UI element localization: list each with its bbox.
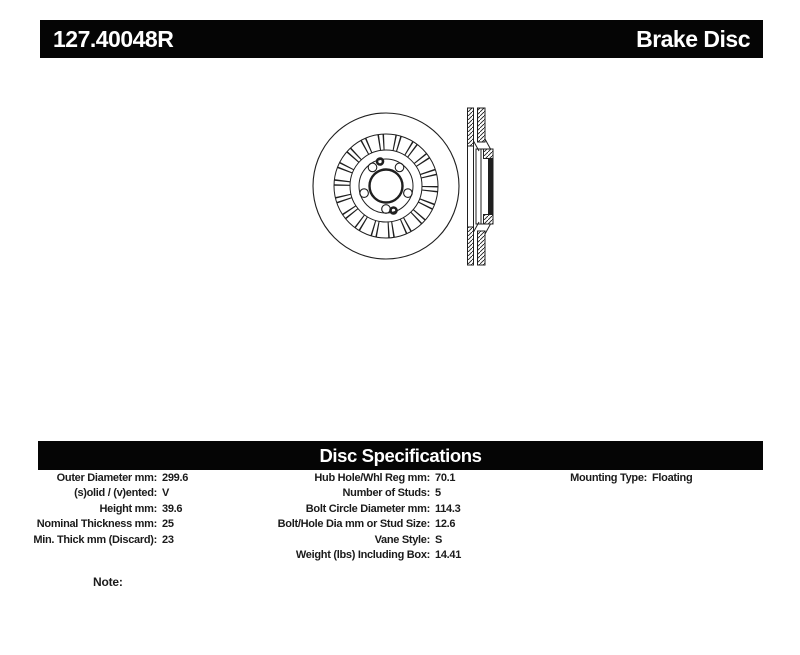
- spec-label: Bolt/Hole Dia mm or Stud Size:: [277, 518, 430, 531]
- spec-value: 23: [162, 533, 174, 546]
- alignment-hole: [391, 208, 397, 214]
- spec-value: 14.41: [435, 549, 462, 562]
- spec-value: V: [162, 487, 170, 500]
- stud-hole: [395, 163, 404, 172]
- spec-label: Number of Studs:: [342, 487, 430, 500]
- spec-label: Nominal Thickness mm:: [36, 518, 157, 531]
- note-label: Note:: [93, 575, 123, 589]
- part-number: 127.40048R: [53, 25, 174, 52]
- section-title-bar: [38, 441, 763, 470]
- spec-value: 5: [435, 487, 441, 500]
- spec-value: 114.3: [435, 502, 461, 515]
- header-bar: [40, 20, 763, 58]
- spec-value: S: [435, 533, 443, 546]
- spec-label: Vane Style:: [374, 533, 430, 546]
- stud-hole: [360, 189, 369, 198]
- spec-value: 70.1: [435, 472, 456, 484]
- spec-value: 12.6: [435, 518, 456, 531]
- spec-label: Mounting Type:: [570, 472, 647, 484]
- spec-value: 299.6: [162, 472, 189, 484]
- vane-ring-inner-circle: [350, 150, 422, 222]
- stud-hole: [368, 163, 377, 172]
- stud-hole: [382, 205, 391, 214]
- spec-labels-middle: [278, 471, 430, 563]
- product-type-title: Brake Disc: [636, 25, 750, 52]
- spec-labels-left: [33, 471, 157, 548]
- spec-value: 39.6: [162, 502, 183, 515]
- spec-label: Min. Thick mm (Discard):: [33, 533, 157, 546]
- spec-label: (s)olid / (v)ented:: [74, 487, 157, 500]
- vane-slots-ring: [342, 142, 430, 230]
- hub-hole-circle: [370, 170, 403, 203]
- spec-label: Bolt Circle Diameter mm:: [305, 502, 430, 515]
- stud-hole: [404, 189, 413, 198]
- section-title: Disc Specifications: [319, 444, 482, 466]
- spec-labels-right: [570, 471, 647, 486]
- spec-values-right: [652, 471, 692, 486]
- brake-disc-front-view: [313, 113, 459, 259]
- spec-label: Outer Diameter mm:: [56, 472, 157, 484]
- spec-value: 25: [162, 518, 174, 531]
- spec-values-left: [162, 471, 188, 548]
- spec-values-middle: [435, 471, 461, 563]
- brake-disc-diagram: [270, 90, 530, 280]
- brake-disc-cross-section: [468, 108, 494, 265]
- spec-label: Hub Hole/Whl Reg mm:: [314, 472, 430, 484]
- spec-label: Height mm:: [99, 502, 157, 515]
- alignment-hole: [377, 159, 383, 165]
- spec-value: Floating: [652, 472, 693, 484]
- spec-label: Weight (lbs) Including Box:: [295, 549, 430, 562]
